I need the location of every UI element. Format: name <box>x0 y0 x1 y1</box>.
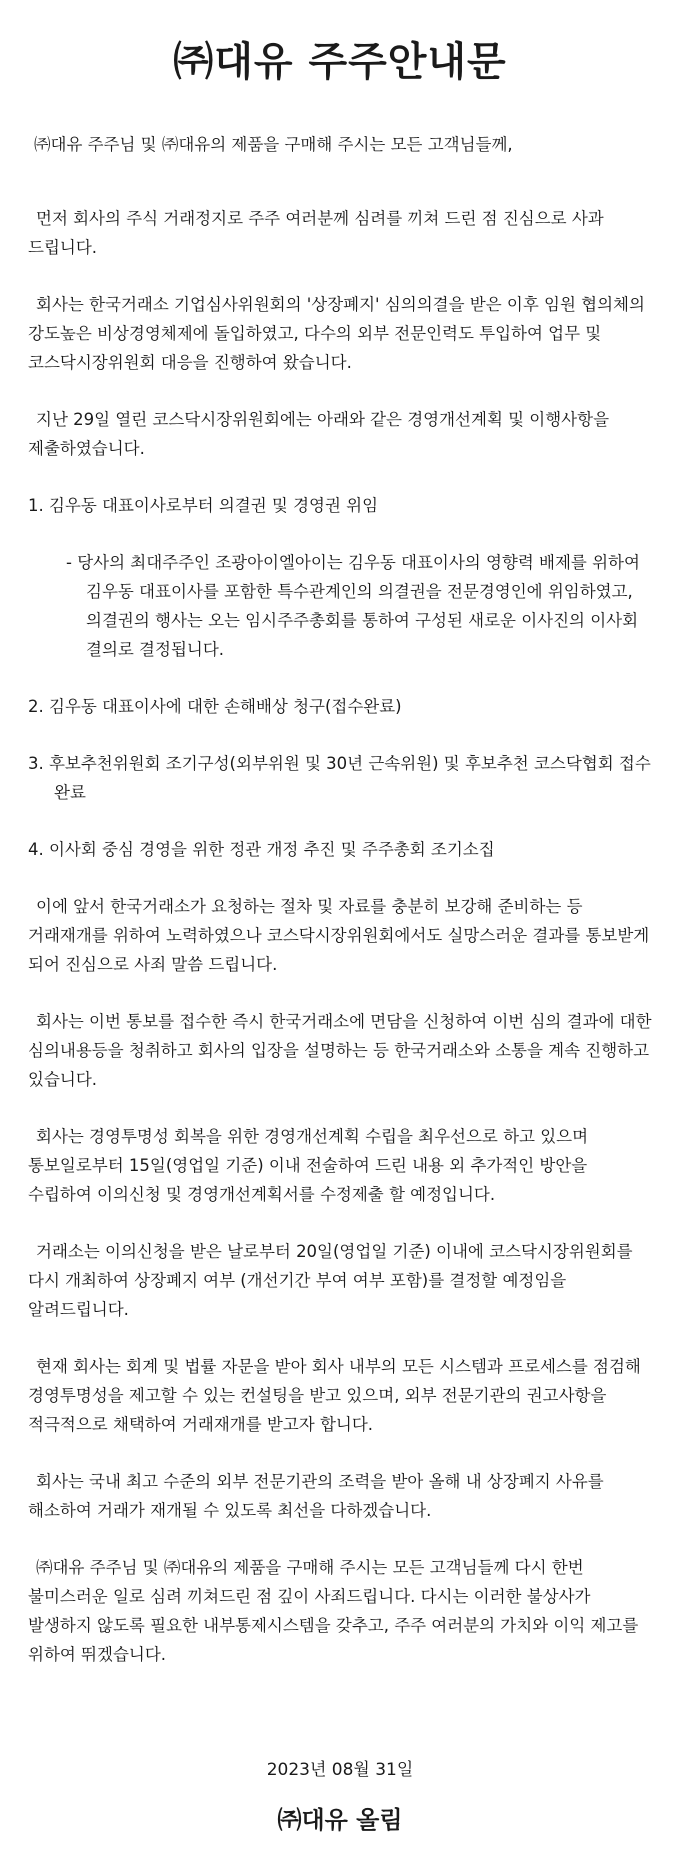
paragraph-submission: 지난 29일 열린 코스닥시장위원회에는 아래와 같은 경영개선계획 및 이행사항을 제출하였습니다. <box>28 410 610 458</box>
document-title: ㈜대유 주주안내문 <box>173 39 507 85</box>
paragraph-exchange-schedule: 거래소는 이의신청을 받은 날로부터 20일(영업일 기준) 이내에 코스닥시장위원회를 다시 개최하여 상장폐지 여부 (개선기간 부여 여부 포함)를 결정할 예정임을 알려드립니다. <box>28 1242 633 1319</box>
list-subitem-1: - 당사의 최대주주인 조광아이엘아이는 김우동 대표이사의 영향력 배제를 위하여 김우동 대표이사를 포함한 특수관계인의 의결권을 전문경영인에 위임하였고, 의결권의 행사는 오는 임시주주총회를 통하여 구성된 새로운 이사진의 이사회 결의로 결정됩니다. <box>66 553 640 659</box>
paragraph-improvement-plan: 회사는 경영투명성 회복을 위한 경영개선계획 수립을 최우선으로 하고 있으며 통보일로부터 15일(영업일 기준) 이내 전술하여 드린 내용 외 추가적인 방안을 수립하여 이의신청 및 경영개선계획서를 수정제출 할 예정입니다. <box>28 1127 589 1204</box>
list-item-3: 3. 후보추천위원회 조기구성(외부위원 및 30년 근속위원) 및 후보추천 코스닥협회 접수 완료 <box>28 754 651 802</box>
paragraph-consulting: 현재 회사는 회계 및 법률 자문을 받아 회사 내부의 모든 시스템과 프로세스를 점검해 경영투명성을 제고할 수 있는 컨설팅을 받고 있으며, 외부 전문기관의 권고사항을 적극적으로 채택하여 거래재개를 받고자 합니다. <box>28 1357 641 1434</box>
company-signature: ㈜대유 올림 <box>277 1806 403 1834</box>
list-item-4: 4. 이사회 중심 경영을 위한 정관 개정 추진 및 주주총회 조기소집 <box>28 840 495 859</box>
paragraph-best-effort: 회사는 국내 최고 수준의 외부 전문기관의 조력을 받아 올해 내 상장폐지 사유를 해소하여 거래가 재개될 수 있도록 최선을 다하겠습니다. <box>28 1472 604 1520</box>
list-item-1: 1. 김우동 대표이사로부터 의결권 및 경영권 위임 <box>28 496 379 515</box>
greeting-text: ㈜대유 주주님 및 ㈜대유의 제품을 구매해 주시는 모든 고객님들께, <box>34 135 513 154</box>
document-date: 2023년 08월 31일 <box>266 1760 414 1780</box>
paragraph-closing-apology: ㈜대유 주주님 및 ㈜대유의 제품을 구매해 주시는 모든 고객님들께 다시 한번 불미스러운 일로 심려 끼쳐드린 점 깊이 사죄드립니다. 다시는 이러한 불상사가 발생하지 않도록 필요한 내부통제시스템을 갖추고, 주주 여러분의 가치와 이익 제고를 위하여 뛰겠습니다. <box>28 1558 639 1664</box>
paragraph-emergency-management: 회사는 한국거래소 기업심사위원회의 '상장폐지' 심의의결을 받은 이후 임원 협의체의 강도높은 비상경영체제에 돌입하였고, 다수의 외부 전문인력도 투입하여 업무 및 코스닥시장위원회 대응을 진행하여 왔습니다. <box>28 295 645 372</box>
document-footer <box>0 1757 680 1835</box>
paragraph-regret: 이에 앞서 한국거래소가 요청하는 절차 및 자료를 충분히 보강해 준비하는 등 거래재개를 위하여 노력하였으나 코스닥시장위원회에서도 실망스러운 결과를 통보받게 되어 진심으로 사죄 말씀 드립니다. <box>28 897 650 974</box>
paragraph-communication: 회사는 이번 통보를 접수한 즉시 한국거래소에 면담을 신청하여 이번 심의 결과에 대한 심의내용등을 청취하고 회사의 입장을 설명하는 등 한국거래소와 소통을 계속 진행하고 있습니다. <box>28 1012 652 1089</box>
list-item-2: 2. 김우동 대표이사에 대한 손해배상 청구(접수완료) <box>28 697 402 716</box>
paragraph-apology: 먼저 회사의 주식 거래정지로 주주 여러분께 심려를 끼쳐 드린 점 진심으로 사과 드립니다. <box>28 209 604 257</box>
